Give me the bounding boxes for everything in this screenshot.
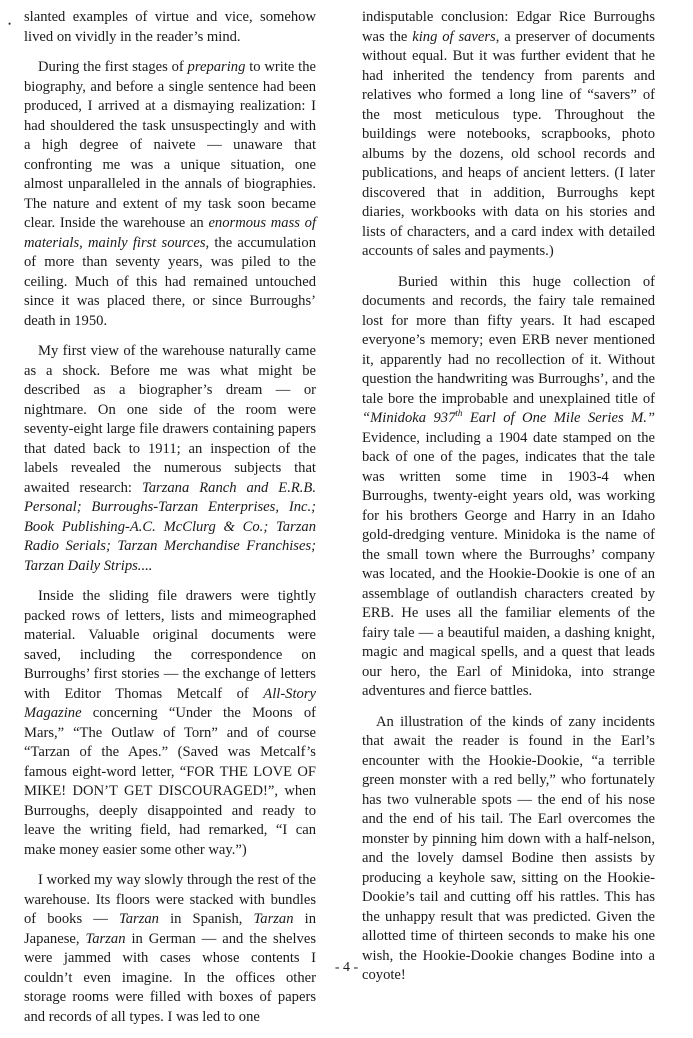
paragraph [24, 8, 316, 47]
italic-run: Tarzan [85, 930, 126, 947]
text-run: Evidence, including a 1904 date stamped on the back of one of the pages, indicates that the tale was written some time in 1903-4 when Burroughs, twenty-eight years old, was working for his brothers George and Harry in an Idaho gold-dredging venture. Minidoka is the name of the small town where the Burroughs’ company was located, and the Hookie-Dookie is one of an assemblage of outlandish characters created by ERB. He uses all the familiar elements of the fairy tale — a beautiful maiden, a dashing knight, magic and magical spells, and a quest that leads our hero, the Earl of Minidoka, into strange adventures and fierce battles. [362, 429, 655, 699]
text-run: During the first stages of [38, 59, 188, 75]
paragraph [24, 871, 316, 1027]
italic-run: enormous mass of materials, mainly first sources, [24, 215, 316, 251]
text-run: An illustration of the kinds of zany incidents that await the reader is found in the Earl’s encounter with the Hookie-Dookie, “a terrible green monster with a red belly,” who fortunately has two vulnerable spots — the end of his nose and the end of his tail. The Earl overcomes the monster by pinning him down with a half-nelson, and the lovely damsel Bodine then assists by producing a keyhole saw, sitting on the Hookie-Dookie’s tail and cutting off his rattles. This has the unhappy result that was predicted. Given the allotted time of thirteen seconds to make his one wish, the Hookie-Dookie changes Bodine into a coyote! [362, 713, 655, 983]
italic-run: preparing [187, 59, 246, 75]
italic-run: king of savers [412, 28, 496, 45]
text-run: in German — and the shelves were jammed with cases whose contents I couldn’t even imagine. In the offices other storage rooms were filled with boxes of papers and records of all types. I was led to one [24, 930, 316, 1025]
italic-run: All-Story Magazine [24, 685, 316, 721]
paragraph [24, 342, 316, 576]
text-run: , a preserver of documents without equal. But it was further evident that he had inherited the tendency from parents and relatives who formed a long line of “savers” of the most meticulous type. Throughout the buildings were notebooks, scrapbooks, photo albums by the dozens, old school records and publications, and heaps of ancient letters. (I later discovered that in addition, Burroughs kept diaries, workbooks with data on his stories and lists of characters, and a card index with detailed accounts of sales and payments.) [362, 28, 655, 259]
text-run: in Japanese, [24, 911, 316, 947]
paragraph [362, 713, 655, 986]
italic-run: Tarzan [253, 911, 294, 927]
text-run: the accumulation of more than seventy years, was piled to the ceiling. Much of this had remained untouched since it was placed there, or since Burroughs’ death in 1950. [24, 234, 316, 329]
paragraph [362, 8, 655, 262]
italic-run: “Minidoka 937 [362, 410, 456, 426]
margin-bullet: • [8, 19, 12, 29]
text-run: I worked my way slowly through the rest of the warehouse. Its floors were stacked with bundles of books — [24, 872, 316, 927]
text-run: slanted examples of virtue and vice, somehow lived on vividly in the reader’s mind. [24, 9, 316, 45]
text-run: Buried within this huge collection of documents and records, the fairy tale remained lost for more than fifty years. It had escaped everyone’s memory; even ERB never mentioned it, apparently had no recollection of it. Without question the handwriting was Burroughs’, and the tale bore the improbable and unexplained title of [362, 273, 655, 407]
paragraph [24, 58, 316, 331]
superscript: th [455, 408, 463, 419]
paragraph [362, 273, 655, 702]
text-run: to write the biography, and before a single sentence had been produced, I arrived at a dismaying realization: I had shouldered the task unsuspectingly and with a high degree of naivete — unaware that confronting me was a unique situation, one almost unparalleled in the annals of biographies. The nature and extent of my task soon became clear. Inside the warehouse an [24, 59, 316, 231]
page-number: - 4 - [334, 960, 359, 975]
text-run: concerning “Under the Moons of Mars,” “The Outlaw of Torn” and of course “Tarzan of the Apes.” (Saved was Metcalf’s famous eight-word letter, “FOR THE LOVE OF MIKE! DON’T GET DISCOURAGED!”, when Burroughs, deeply disappointed and ready to leave the writing field, had remarked, “I can make money easier some other way.”) [24, 705, 316, 858]
left-column [24, 8, 316, 1038]
italic-run: Tarzan [118, 911, 159, 927]
text-run: My first view of the warehouse naturally came as a shock. Before me was what might be described as a biographer’s dream — or nightmare. On one side of the room were seventy-eight large file drawers containing papers that dated back to 1911; an inspection of the labels revealed the numerous subjects that awaited research: [24, 343, 316, 496]
right-column [362, 8, 655, 997]
italic-run: Earl of One Mile Series M.” [462, 410, 655, 426]
text-run: indisputable conclusion: Edgar Rice Burroughs was the [362, 9, 655, 45]
paragraph [24, 587, 316, 860]
text-run: in Spanish, [158, 911, 254, 927]
text-run: Inside the sliding file drawers were tightly packed rows of letters, lists and mimeographed material. Valuable original documents were saved, including the correspondence on Burroughs’ first stories — the exchange of letters with Editor Thomas Metcalf of [24, 588, 316, 702]
italic-run: Tarzana Ranch and E.R.B. Personal; Burroughs-Tarzan Enterprises, Inc.; Book Publishing-A.C. McClurg & Co.; Tarzan Radio Serials; Tarzan Merchandise Franchises; Tarzan Daily Strips.... [24, 479, 316, 574]
